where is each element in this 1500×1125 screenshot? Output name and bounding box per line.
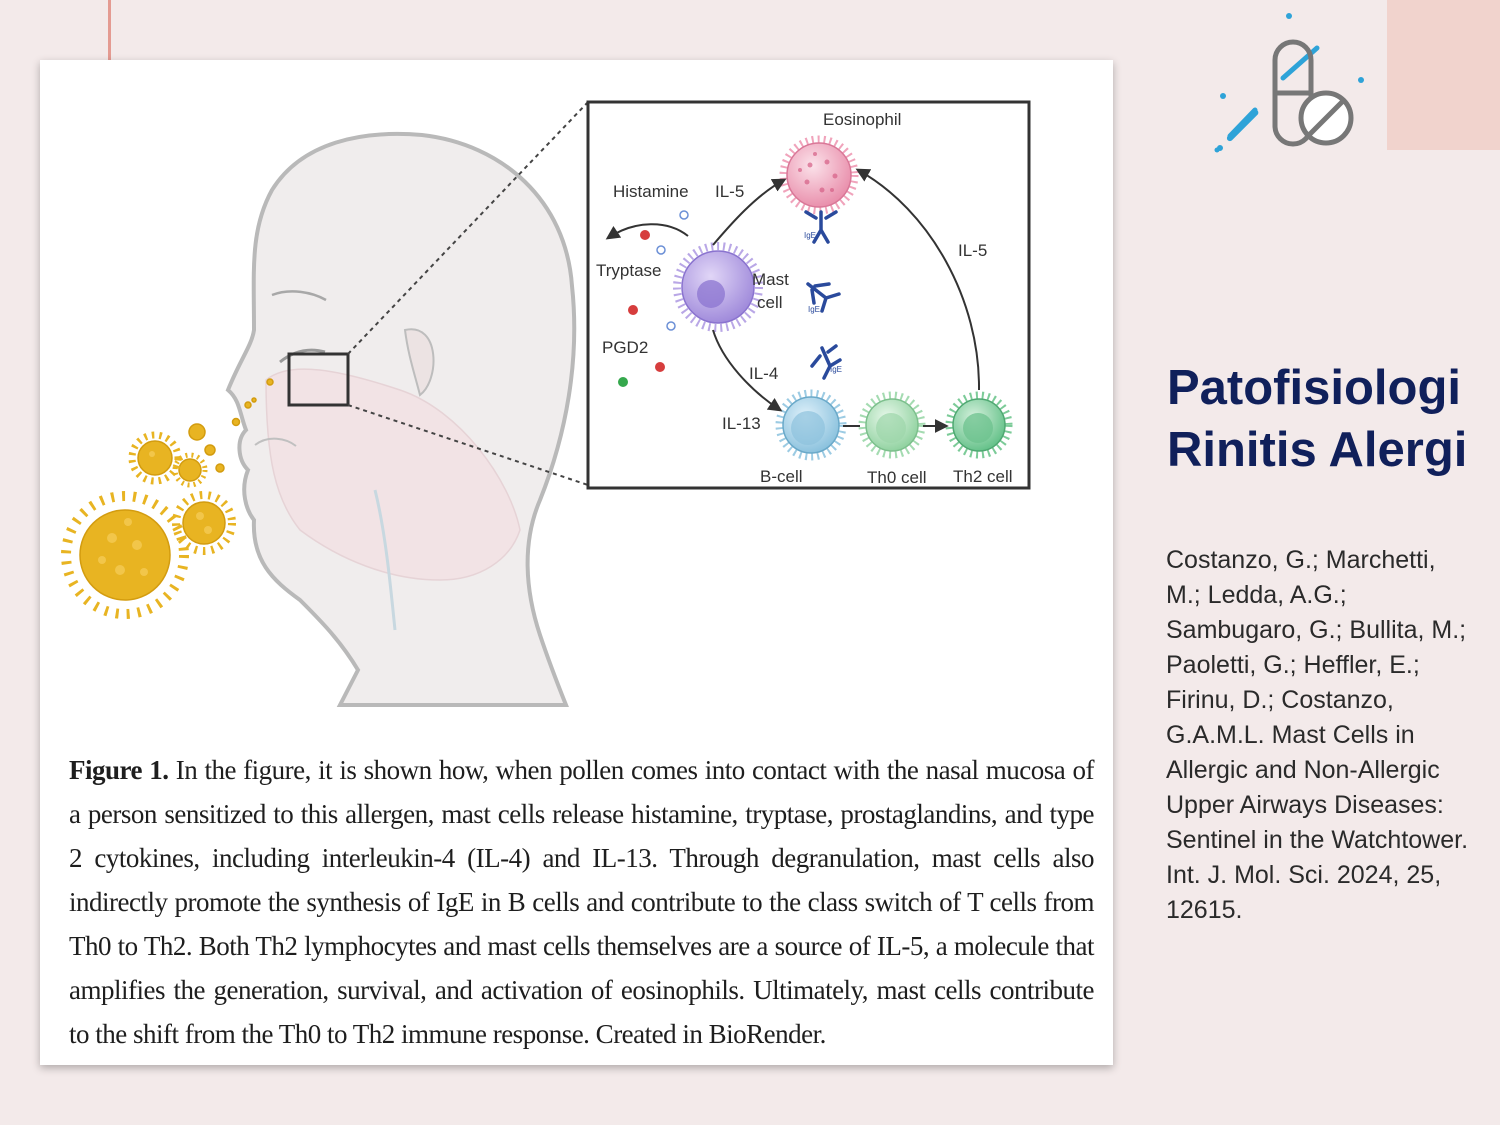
label-pgd2: PGD2: [602, 338, 649, 357]
pill-cancel-icon: [1205, 8, 1380, 158]
label-th0: Th0 cell: [867, 468, 927, 487]
citation-text: Costanzo, G.; Marchetti, M.; Ledda, A.G.; Sambugaro, G.; Bullita, M.; Paoletti, G.; Heffler, E.; Firinu, D.; Costanzo, G.A.M.L. Mast Cells in Allergic and Non-Allergic Upper Airways Diseases: Sentinel in the Watchtower. Int. J. Mol. Sci. 2024, 25, 12615.: [1166, 546, 1469, 924]
label-eosinophil: Eosinophil: [823, 110, 902, 129]
label-il5-right: IL-5: [958, 241, 988, 260]
label-bcell: B-cell: [760, 467, 803, 486]
svg-text:IgE: IgE: [804, 231, 817, 240]
svg-text:IgE: IgE: [808, 305, 821, 314]
svg-text:IgE: IgE: [830, 365, 843, 374]
caption-text: In the figure, it is shown how, when pollen comes into contact with the nasal mucosa of a person sensitized to this allergen, mast cells release histamine, tryptase, prostaglandins, and type 2 cytokines, including interleukin-4 (IL-4) and IL-13. Through degranulation, mast cells also indirectly promote the synthesis of IgE in B cells and contribute to the class switch of T cells from Th0 to Th2. Both Th2 lymphocytes and mast cells themselves are a source of IL-5, a molecule that amplifies the generation, survival, and activation of eosinophils. Ultimately, mast cells contribute to the shift from the Th0 to Th2 immune response. Created in BioRender.: [69, 755, 1094, 1049]
title-line-2: Rinitis Alergi: [1167, 423, 1468, 477]
label-il4: IL-4: [749, 364, 779, 383]
allergy-mechanism-diagram: [40, 60, 1113, 720]
head-silhouette: [228, 134, 574, 705]
label-tryptase: Tryptase: [596, 261, 662, 280]
caption-label: Figure 1.: [69, 755, 169, 785]
accent-line: [108, 0, 111, 60]
label-il13: IL-13: [722, 414, 761, 433]
label-mast-line1: Mast: [752, 270, 789, 289]
figure-card: [40, 60, 1113, 1065]
label-mast-line2: cell: [757, 293, 783, 312]
figure-caption: [69, 748, 1094, 1056]
label-histamine: Histamine: [613, 182, 689, 201]
corner-decoration: [1387, 0, 1500, 150]
slide-title: [1167, 357, 1487, 481]
label-th2: Th2 cell: [953, 467, 1013, 486]
label-il5-top: IL-5: [715, 182, 745, 201]
title-line-1: Patofisiologi: [1167, 361, 1461, 415]
